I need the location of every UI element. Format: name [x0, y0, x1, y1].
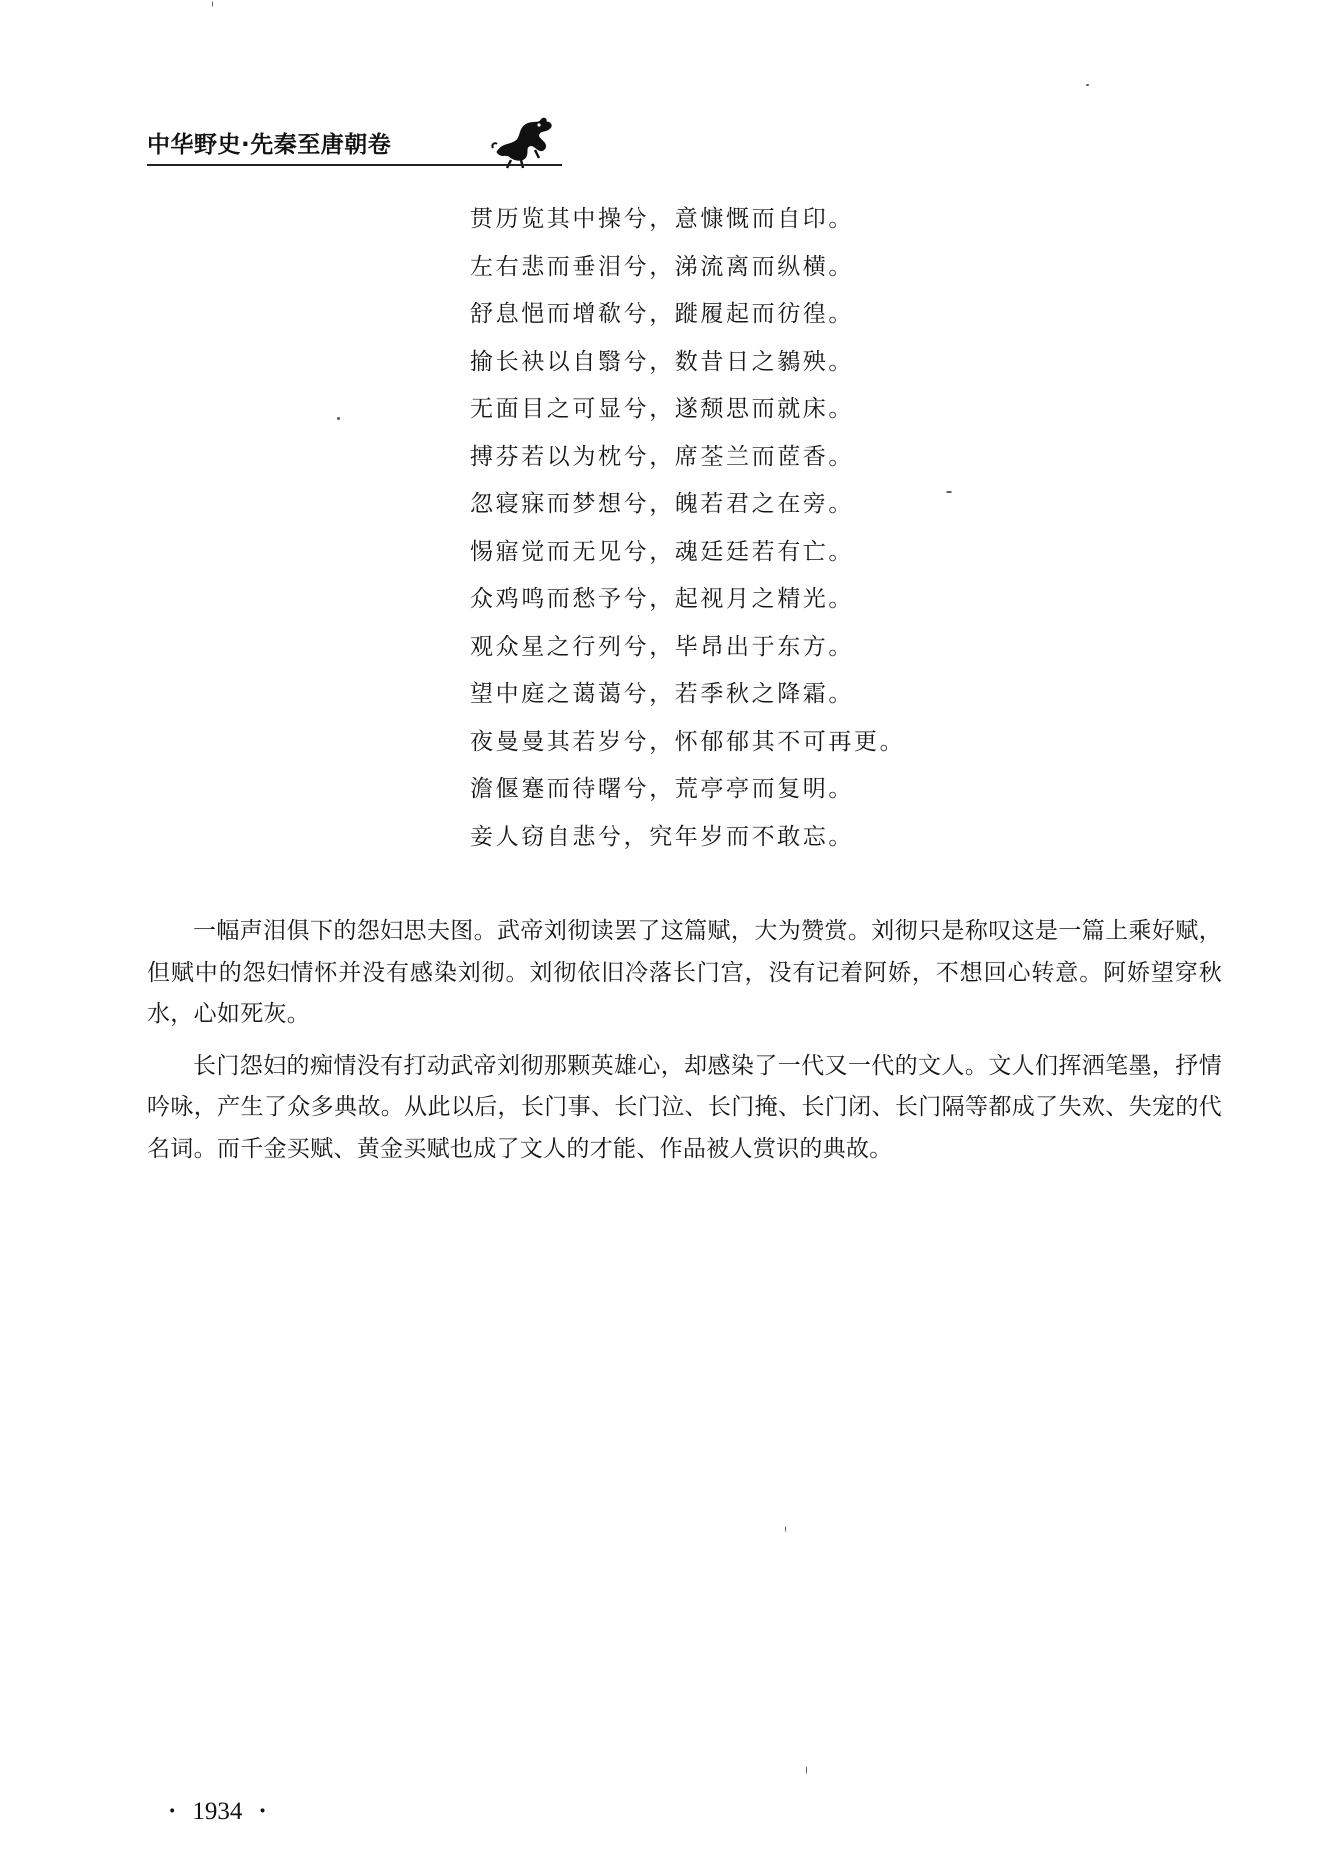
- poem-line: 舒息悒而增欷兮，蹝履起而彷徨。: [470, 301, 854, 327]
- page-number: 1934: [192, 1798, 243, 1825]
- poem-line: 惕寤觉而无见兮，魂廷廷若有亡。: [470, 538, 854, 565]
- folio-separator-left: ·: [168, 1798, 177, 1825]
- running-header: [147, 122, 562, 174]
- poem-line: 贯历览其中操兮，意慷慨而自印。: [470, 206, 854, 232]
- poem-line: 无面目之可显兮，遂颓思而就床。: [470, 396, 854, 422]
- paragraph: 长门怨妇的痴情没有打动武帝刘彻那颗英雄心，却感染了一代又一代的文人。文人们挥洒笔墨，抒情吟咏，产生了众多典故。从此以后，长门事、长门泣、长门掩、长门闭、长门隔等都成了失欢、失宠的代名词。而千金买赋、黄金买赋也成了文人的才能、作品被人赏识的典故。: [147, 1052, 1222, 1162]
- prose-body: [147, 911, 1222, 1170]
- scan-speck: [806, 1766, 807, 1774]
- poem-line: 左右悲而垂泪兮，涕流离而纵横。: [470, 253, 854, 280]
- scan-speck: [337, 417, 340, 420]
- scan-speck: [785, 1526, 786, 1532]
- scan-speck: [946, 491, 952, 493]
- dragon-emblem-icon: [489, 112, 559, 170]
- scan-speck: [212, 1, 213, 7]
- header-rule: [147, 164, 562, 166]
- folio-separator-right: ·: [258, 1798, 267, 1825]
- poem-line: 望中庭之蔼蔼兮，若季秋之降霜。: [470, 681, 854, 707]
- book-title: 中华野史·先秦至唐朝卷: [147, 132, 392, 158]
- poem-line: 观众星之行列兮，毕昂出于东方。: [470, 633, 854, 660]
- scan-speck: [1086, 84, 1089, 86]
- poem-line: 搏芬若以为枕兮，席荃兰而茝香。: [470, 443, 854, 470]
- page-folio: [152, 1798, 283, 1826]
- poem-line: 妾人窃自悲兮，究年岁而不敢忘。: [470, 823, 854, 850]
- poem-line: 夜曼曼其若岁兮，怀郁郁其不可再更。: [470, 728, 906, 755]
- poem-block: [470, 196, 990, 861]
- poem-line: 揄长袂以自翳兮，数昔日之鶨殃。: [470, 348, 854, 375]
- paragraph: 一幅声泪俱下的怨妇思夫图。武帝刘彻读罢了这篇赋，大为赞赏。刘彻只是称叹这是一篇上乘好赋，但赋中的怨妇情怀并没有感染刘彻。刘彻依旧冷落长门宫，没有记着阿娇，不想回心转意。阿娇望穿秋水，心如死灰。: [147, 918, 1222, 1027]
- poem-line: 众鸡鸣而愁予兮，起视月之精光。: [470, 586, 854, 612]
- poem-line: 忽寝寐而梦想兮，魄若君之在旁。: [470, 491, 854, 517]
- poem-line: 澹偃蹇而待曙兮，荒亭亭而复明。: [470, 776, 854, 802]
